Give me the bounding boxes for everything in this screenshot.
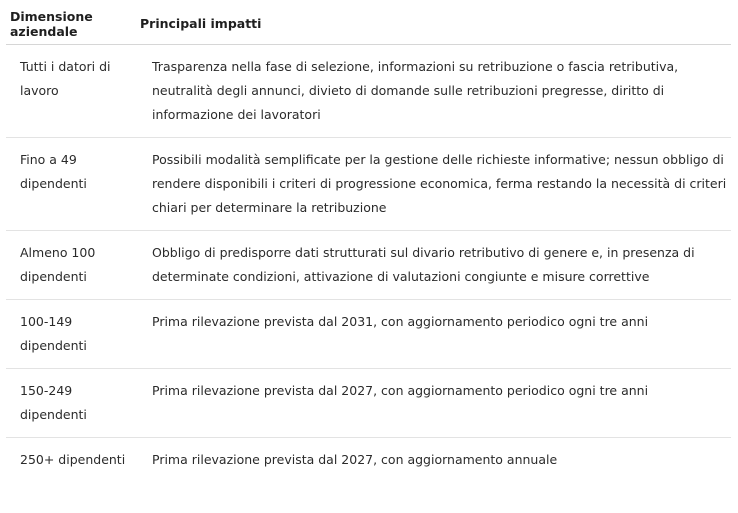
table-row [6, 300, 731, 369]
table-row [6, 438, 731, 483]
impact-cell: Prima rilevazione prevista dal 2027, con aggiornamento periodico ogni tre anni [152, 383, 649, 398]
impacts-table [6, 6, 731, 482]
impact-cell: Possibili modalità semplificate per la gestione delle richieste informative; nessun obbligo di rendere disponibili i criteri di progressione economica, ferma restando la necessità di criteri chiari per determinare la retribuzione [152, 152, 727, 215]
company-size-cell: 150-249 dipendenti [20, 383, 87, 422]
company-size-cell: Almeno 100 dipendenti [20, 245, 96, 284]
table-body [6, 45, 731, 483]
impact-cell: Prima rilevazione prevista dal 2031, con aggiornamento periodico ogni tre anni [152, 314, 649, 329]
impact-cell: Prima rilevazione prevista dal 2027, con aggiornamento annuale [152, 452, 558, 467]
header-row [6, 6, 731, 45]
company-size-cell: Tutti i datori di lavoro [20, 59, 111, 98]
company-size-cell: 100-149 dipendenti [20, 314, 87, 353]
impact-cell: Trasparenza nella fase di selezione, informazioni su retribuzione o fascia retributiva, neutralità degli annunci, divieto di domande sulle retribuzioni pregresse, diritto di informazione dei lavoratori [152, 59, 679, 122]
table-row [6, 369, 731, 438]
table-row [6, 45, 731, 138]
table-header [6, 6, 731, 45]
company-size-cell: 250+ dipendenti [20, 452, 126, 467]
column-header-main-impacts: Principali impatti [140, 16, 262, 31]
table-row [6, 231, 731, 300]
impacts-table-container [0, 6, 738, 482]
company-size-cell: Fino a 49 dipendenti [20, 152, 87, 191]
table-row [6, 138, 731, 231]
impact-cell: Obbligo di predisporre dati strutturati sul divario retributivo di genere e, in presenza di determinate condizioni, attivazione di valutazioni congiunte e misure correttive [152, 245, 695, 284]
column-header-company-size: Dimensione aziendale [10, 9, 93, 39]
